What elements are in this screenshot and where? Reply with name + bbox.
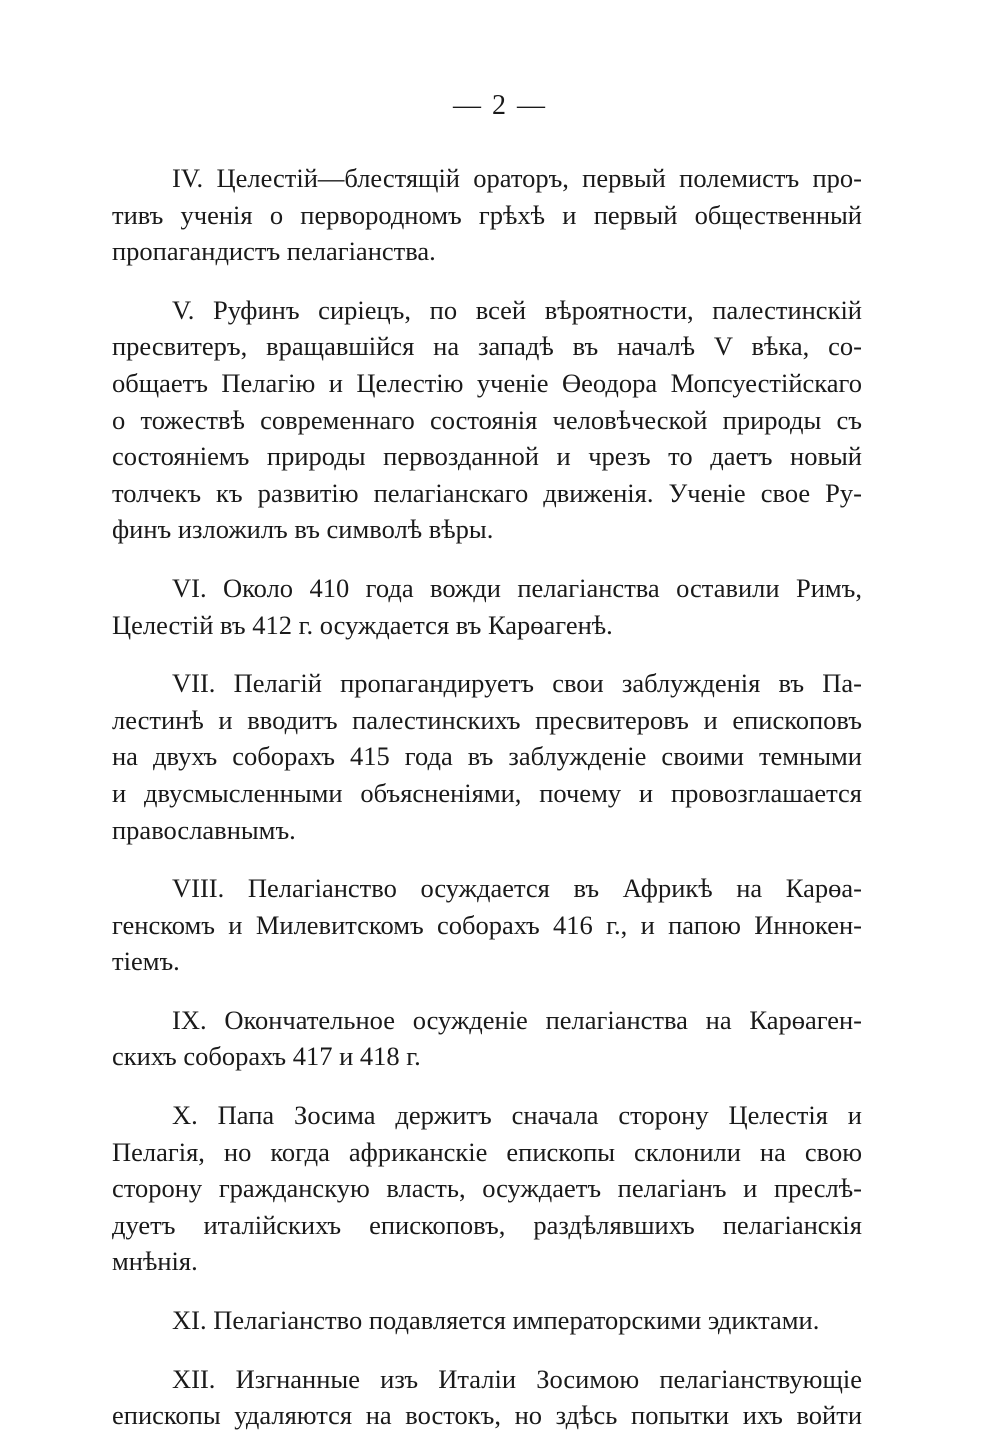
text-line: XI. Пелагіанство подавляется императорскими эдиктами. <box>172 1305 820 1336</box>
text-line: V. Руфинъ сиріецъ, по всей вѣроятности, палестинскій <box>172 294 862 325</box>
text-line: IV. Целестій—блестящій ораторъ, первый полемистъ про- <box>172 163 862 193</box>
text-line: толчекъ къ развитію пелагіанскаго движенія. Ученіе свое Ру- <box>112 477 862 508</box>
text-line: и двусмысленными объясненіями, почему и провозглашается <box>112 777 862 808</box>
text-line: православнымъ. <box>112 814 296 845</box>
paragraph-vi <box>112 570 862 643</box>
text-line: тивъ ученія о первородномъ грѣхѣ и первый общественный <box>112 199 862 230</box>
paragraph-xii <box>112 1361 862 1434</box>
text-line: X. Папа Зосима держитъ сначала сторону Целестія и <box>172 1100 862 1131</box>
paragraph-xi <box>112 1302 862 1339</box>
paragraph-ix <box>112 1002 862 1075</box>
text-line: дуетъ италійскихъ епископовъ, раздѣлявшихъ пелагіанскія <box>112 1209 862 1240</box>
text-line: о тожествѣ современнаго состоянія человѣческой природы съ <box>112 404 862 435</box>
text-line: XII. Изгнанные изъ Италіи Зосимою пелагіанствующіе <box>172 1363 862 1394</box>
body-text <box>112 160 862 1456</box>
text-line: пресвитеръ, вращавшійся на западѣ въ началѣ V вѣка, со- <box>112 331 862 362</box>
text-line: состояніемъ природы первозданной и чрезъ то даетъ новый <box>112 441 862 472</box>
paragraph-x <box>112 1097 862 1280</box>
paragraph-viii <box>112 870 862 980</box>
page-number: — 2 — <box>453 90 547 121</box>
text-line: пропагандистъ пелагіанства. <box>112 236 436 267</box>
text-line: тіемъ. <box>112 946 180 977</box>
text-line: мнѣнія. <box>112 1246 198 1277</box>
text-line: скихъ соборахъ 417 и 418 г. <box>112 1041 421 1072</box>
paragraph-iv <box>112 160 862 270</box>
text-line: VI. Около 410 года вожди пелагіанства оставили Римъ, <box>172 572 862 603</box>
text-line: VIII. Пелагіанство осуждается въ Африкѣ на Карөа- <box>172 873 862 904</box>
text-line: Целестій въ 412 г. осуждается въ Карөагенѣ. <box>112 609 613 640</box>
text-line: на двухъ соборахъ 415 года въ заблужденіе своими темными <box>112 741 862 772</box>
paragraph-v <box>112 292 862 548</box>
text-line: лестинѣ и вводитъ палестинскихъ пресвитеровъ и епископовъ <box>112 704 862 735</box>
text-line: епископы удаляются на востокъ, но здѣсь попытки ихъ войти <box>112 1400 862 1431</box>
text-line: общаетъ Пелагію и Целестію ученіе Өеодора Мопсуестійскаго <box>112 367 862 398</box>
text-line: сторону гражданскую власть, осуждаетъ пелагіанъ и преслѣ- <box>112 1173 862 1204</box>
paragraph-vii <box>112 665 862 848</box>
text-line: IX. Окончательное осужденіе пелагіанства на Карөаген- <box>172 1004 862 1035</box>
text-line: Пелагія, но когда африканскіе епископы склонили на свою <box>112 1136 862 1167</box>
text-line: генскомъ и Милевитскомъ соборахъ 416 г., и папою Иннокен- <box>112 909 862 940</box>
text-line: финъ изложилъ въ символѣ вѣры. <box>112 514 494 545</box>
text-line: VII. Пелагій пропагандируетъ свои заблужденія въ Па- <box>172 668 862 699</box>
